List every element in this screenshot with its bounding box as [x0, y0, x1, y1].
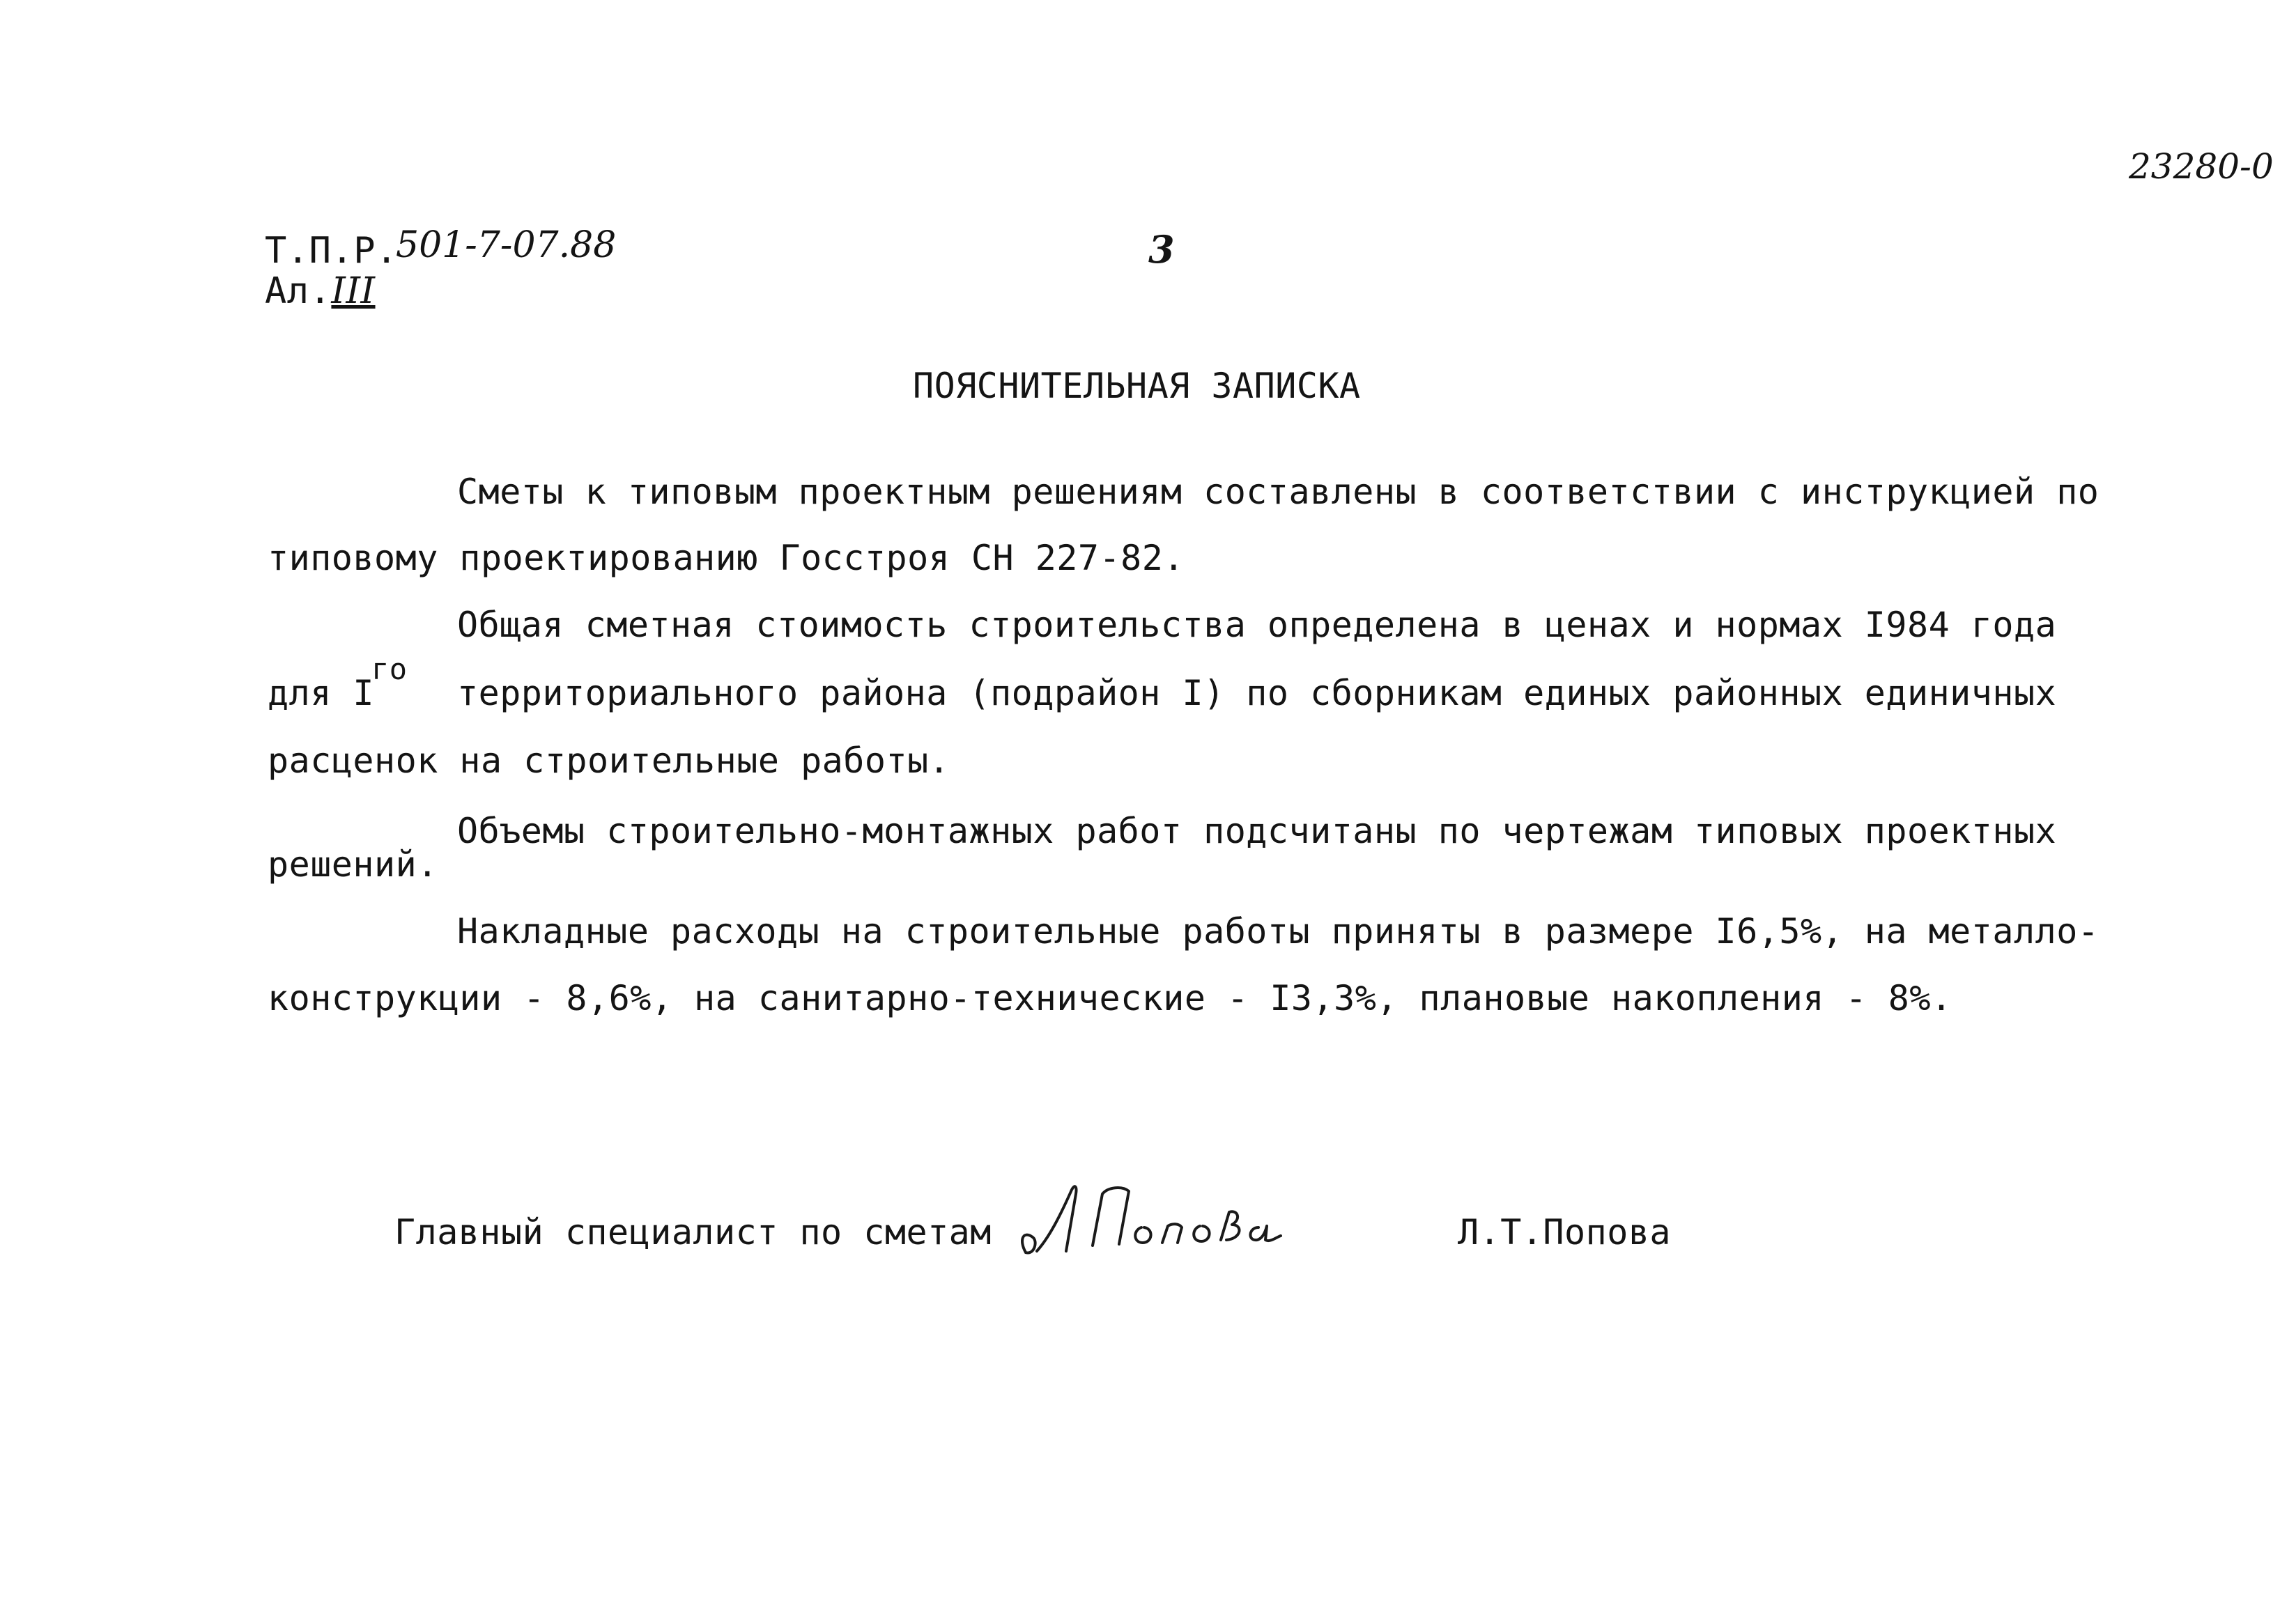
archive-number: 23280-0 — [2129, 146, 2274, 187]
paragraph-2-line-2-prefix: для I — [268, 673, 375, 713]
paragraph-2-superscript: го — [371, 652, 408, 686]
paragraph-2-line-3: расценок на строительные работы. — [268, 740, 950, 781]
signatory-role: Главный специалист по сметам — [394, 1212, 992, 1252]
paragraph-1-line-1: Сметы к типовым проектным решениям составлены в соответствии с инструкцией по — [457, 472, 2099, 512]
album-prefix: Ал. — [265, 270, 332, 312]
handwritten-signature — [1017, 1170, 1310, 1268]
document-title: ПОЯСНИТЕЛЬНАЯ ЗАПИСКА — [913, 366, 1361, 406]
paragraph-2-line-2: территориального района (подрайон I) по сборникам единых районных единичных — [457, 673, 2057, 713]
paragraph-3-line-2: решений. — [268, 844, 438, 885]
album-number: III — [331, 270, 376, 312]
page-number: 3 — [1148, 227, 1175, 272]
doc-code-prefix: Т.П.Р. — [265, 230, 398, 272]
paragraph-4-line-1: Накладные расходы на строительные работы приняты в размере I6,5%, на металло- — [457, 911, 2099, 952]
paragraph-2-line-1: Общая сметная стоимость строительства определена в ценах и нормах I984 года — [457, 605, 2057, 645]
doc-code-handwritten: 501-7-07.88 — [396, 224, 617, 266]
signatory-name: Л.Т.Попова — [1458, 1212, 1672, 1252]
paragraph-1-line-2: типовому проектированию Госстроя СН 227-82. — [268, 538, 1185, 578]
paragraph-4-line-2: конструкции - 8,6%, на санитарно-технические - I3,3%, плановые накопления - 8%. — [268, 978, 1952, 1018]
paragraph-3-line-1: Объемы строительно-монтажных работ подсчитаны по чертежам типовых проектных — [457, 811, 2057, 851]
album-line — [265, 270, 376, 312]
